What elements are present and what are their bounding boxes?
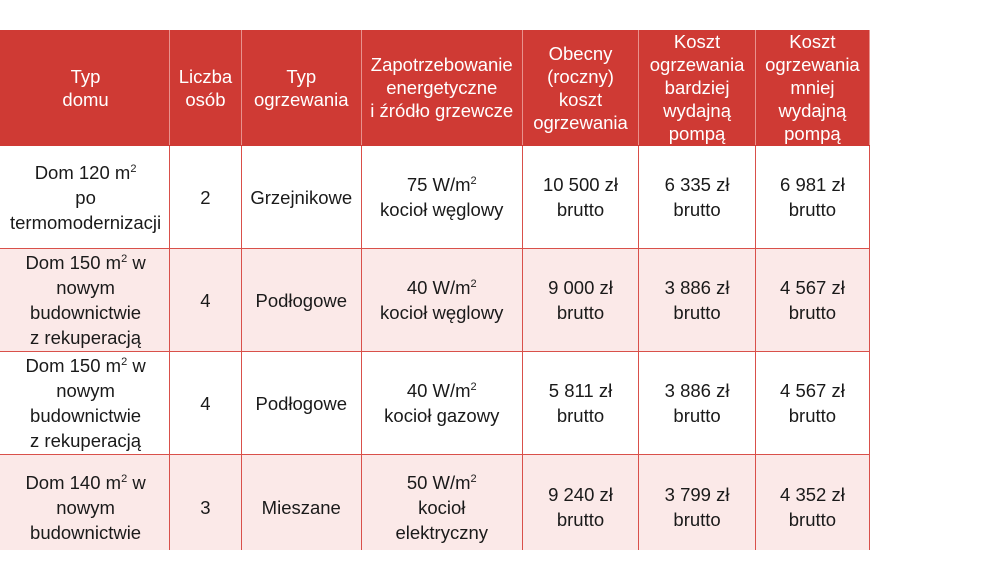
cell-energy-demand: 40 $W/m^2$ kocioł gazowy xyxy=(361,352,522,455)
cell-house-type: Dom 120 $m^2$ po termomodernizacji xyxy=(0,146,170,249)
header-heating-type: Typ ogrzewania xyxy=(241,30,361,146)
cell-current-cost: 5 811 zł brutto xyxy=(522,352,639,455)
cell-energy-demand: 40 $W/m^2$ kocioł węglowy xyxy=(361,249,522,352)
cell-current-cost: 10 500 zł brutto xyxy=(522,146,639,249)
table-row xyxy=(0,146,870,249)
cell-persons: 2 xyxy=(170,146,242,249)
header-current-cost: Obecny (roczny) koszt ogrzewania xyxy=(522,30,639,146)
cell-persons: 3 xyxy=(170,455,242,551)
table-header-row xyxy=(0,30,870,146)
cell-house-type: Dom 150 $m^2$ w nowym budownictwie z rekuperacją xyxy=(0,249,170,352)
comparison-table-container xyxy=(0,30,1000,550)
header-less-efficient-pump-cost: Koszt ogrzewania mniej wydajną pompą xyxy=(755,30,869,146)
cell-efficient-pump-cost: 6 335 zł brutto xyxy=(639,146,756,249)
heating-cost-table xyxy=(0,30,870,550)
cell-less-efficient-pump-cost: 4 352 zł brutto xyxy=(755,455,869,551)
cell-energy-demand: 75 $W/m^2$ kocioł węglowy xyxy=(361,146,522,249)
cell-house-type: Dom 150 $m^2$ w nowym budownictwie z rekuperacją xyxy=(0,352,170,455)
header-persons: Liczba osób xyxy=(170,30,242,146)
cell-efficient-pump-cost: 3 886 zł brutto xyxy=(639,352,756,455)
cell-persons: 4 xyxy=(170,249,242,352)
cell-current-cost: 9 000 zł brutto xyxy=(522,249,639,352)
cell-less-efficient-pump-cost: 4 567 zł brutto xyxy=(755,352,869,455)
header-energy-demand: Zapotrzebowanie energetyczne i źródło grzewcze xyxy=(361,30,522,146)
cell-efficient-pump-cost: 3 886 zł brutto xyxy=(639,249,756,352)
cell-heating-type: Podłogowe xyxy=(241,249,361,352)
cell-persons: 4 xyxy=(170,352,242,455)
cell-heating-type: Grzejnikowe xyxy=(241,146,361,249)
cell-energy-demand: 50 $W/m^2$ kocioł elektryczny xyxy=(361,455,522,551)
table-row xyxy=(0,249,870,352)
cell-efficient-pump-cost: 3 799 zł brutto xyxy=(639,455,756,551)
header-efficient-pump-cost: Koszt ogrzewania bardziej wydajną pompą xyxy=(639,30,756,146)
cell-current-cost: 9 240 zł brutto xyxy=(522,455,639,551)
cell-house-type: Dom 140 $m^2$ w nowym budownictwie xyxy=(0,455,170,551)
table-row xyxy=(0,455,870,551)
table-row xyxy=(0,352,870,455)
cell-less-efficient-pump-cost: 6 981 zł brutto xyxy=(755,146,869,249)
header-house-type: Typ domu xyxy=(0,30,170,146)
cell-less-efficient-pump-cost: 4 567 zł brutto xyxy=(755,249,869,352)
cell-heating-type: Podłogowe xyxy=(241,352,361,455)
cell-heating-type: Mieszane xyxy=(241,455,361,551)
